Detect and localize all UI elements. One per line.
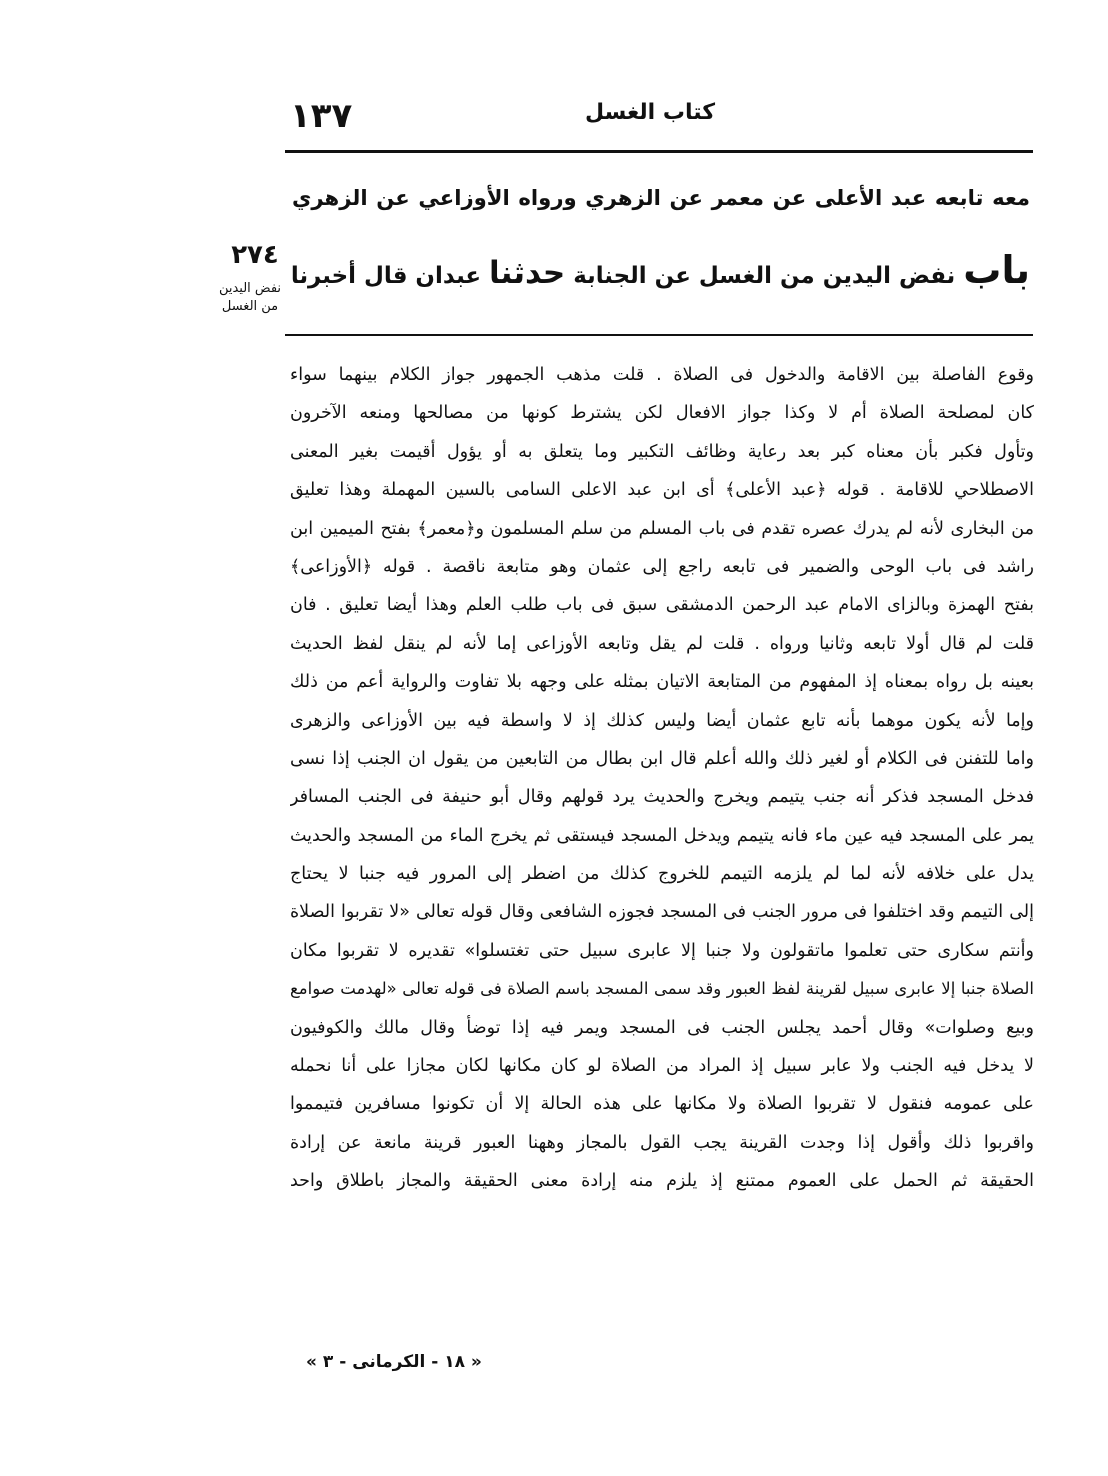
page-number: ١٣٧ [290,96,353,136]
matn-line-2 [292,240,1030,306]
commentary-line: بفتح الهمزة وبالزاى الامام عبد الرحمن الدمشقى سبق فى باب طلب العلم وهذا أيضا تعليق . فان [290,595,1034,616]
matn-rule [285,334,1033,336]
signature-mark: « ١٨ - الكرمانى - ٣ » [306,1352,482,1372]
commentary-line: بعينه بل رواه بمعناه إذ المفهوم من المتابعة الاتيان بمثله على وجهه بلا تفاوت والرواية أعم من ذلك [290,672,1034,693]
commentary-body [290,356,1034,1201]
haddathana-word: حدثنا [489,255,566,291]
commentary-line: وأنتم سكارى حتى تعلموا ماتقولون ولا جنبا إلا عابرى سبيل حتى تغتسلوا» تقديره لا تقربوا مكان [290,940,1034,961]
margin-note [212,280,288,316]
matn-continuation: عبدان قال أخبرنا [290,263,482,289]
commentary-line: قلت لم قال أولا تابعه وثانيا ورواه . قلت لم يقل وتابعه الأوزاعى إما لأنه لم ينقل لفظ الحديث [290,633,1034,654]
margin-note-line: من الغسل [221,299,279,314]
commentary-line: يدل على خلافه لأنه لما لم يلزمه التيمم للخروج كذلك من اضطر إلى المرور فيه جنبا لا يحتاج [290,864,1034,885]
commentary-line: إلى التيمم وقد اختلفوا فى مرور الجنب فى المسجد فجوزه الشافعى وقال قوله تعالى «لا تقربوا الصلاة [290,902,1034,923]
commentary-line: الاصطلاحي للاقامة . قوله ﴿عبد الأعلى﴾ أى ابن عبد الاعلى السامى بالسين المهملة وهذا تعليق [290,480,1034,501]
commentary-line: واما للتفنن فى الكلام أو لغير ذلك والله أعلم قال ابن بطال من التابعين من يقول ان الجنب إذا نسى [290,748,1034,769]
chapter-title: نفض اليدين من الغسل عن الجنابة [573,263,956,289]
commentary-line: كان لمصلحة الصلاة أم لا وكذا جواز الافعال لكن يشترط كونها من مصالحها ومنعه الآخرون [290,403,1034,424]
bab-heading: باب [963,248,1030,292]
commentary-line: الصلاة جنبا إلا عابرى سبيل لقرينة لفظ العبور وقد سمى المسجد باسم الصلاة فى قوله تعالى «لهدمت صوامع [290,979,1034,999]
matn-line-1: معه تابعه عبد الأعلى عن معمر عن الزهري ورواه الأوزاعي عن الزهري [292,185,1030,210]
commentary-line: وقوع الفاصلة بين الاقامة والدخول فى الصلاة . قلت مذهب الجمهور جواز الكلام بينهما سواء [290,365,1034,385]
running-title: كتاب الغسل [584,100,716,125]
commentary-line: وإما لأنه يكون موهما بأنه تابع عثمان أيضا وليس كذلك إذ لا واسطة فيه بين الأوزاعى والزهرى [290,710,1034,731]
commentary-line: وتأول فكبر بأن معناه كبر بعد رعاية وظائف التكبير وما يتعلق به أو يؤول أقيمت بغير المعنى [290,441,1034,462]
commentary-line: الحقيقة ثم الحمل على العموم ممتنع إذ يلزم منه إرادة معنى الحقيقة والمجاز باطلاق واحد [290,1171,1034,1192]
commentary-line: يمر على المسجد فيه عين ماء فانه يتيمم ويدخل المسجد فيستقى ثم يخرج الماء من المسجد والحديث [290,825,1034,846]
margin-note-line: نفض اليدين [218,281,282,296]
commentary-line: واقربوا ذلك وأقول إذا وجدت القرينة يجب القول بالمجاز وههنا العبور قرينة مانعة عن إرادة [290,1132,1034,1153]
commentary-line: على عمومه فنقول لا تقربوا الصلاة ولا مكانها على هذه الحالة إلا أن تكونوا مسافرين فتيمموا [290,1094,1034,1115]
commentary-line: لا يدخل فيه الجنب ولا عابر سبيل إذ المراد من الصلاة لو كان مكانها لكان مجازا على أنا نحمله [290,1056,1034,1077]
header-rule [285,150,1033,153]
commentary-line: من البخارى لأنه لم يدرك عصره تقدم فى باب المسلم من سلم المسلمون و﴿معمر﴾ بفتح الميمين ابن [290,518,1034,539]
commentary-line: وبيع وصلوات» وقال أحمد يجلس الجنب فى المسجد ويمر فيه إذا توضأ وقال مالك والكوفيون [290,1017,1034,1038]
commentary-line: فدخل المسجد فذكر أنه جنب يتيمم ويخرج والحديث يرد قولهم وقال أبو حنيفة فى الجنب المسافر [290,787,1034,808]
commentary-line: راشد فى باب الوحى والضمير فى تابعه راجع إلى عثمان وهو متابعة ناقصة . قوله ﴿الأوزاعى﴾ [290,556,1034,577]
hadith-number: ٢٧٤ [231,240,279,270]
